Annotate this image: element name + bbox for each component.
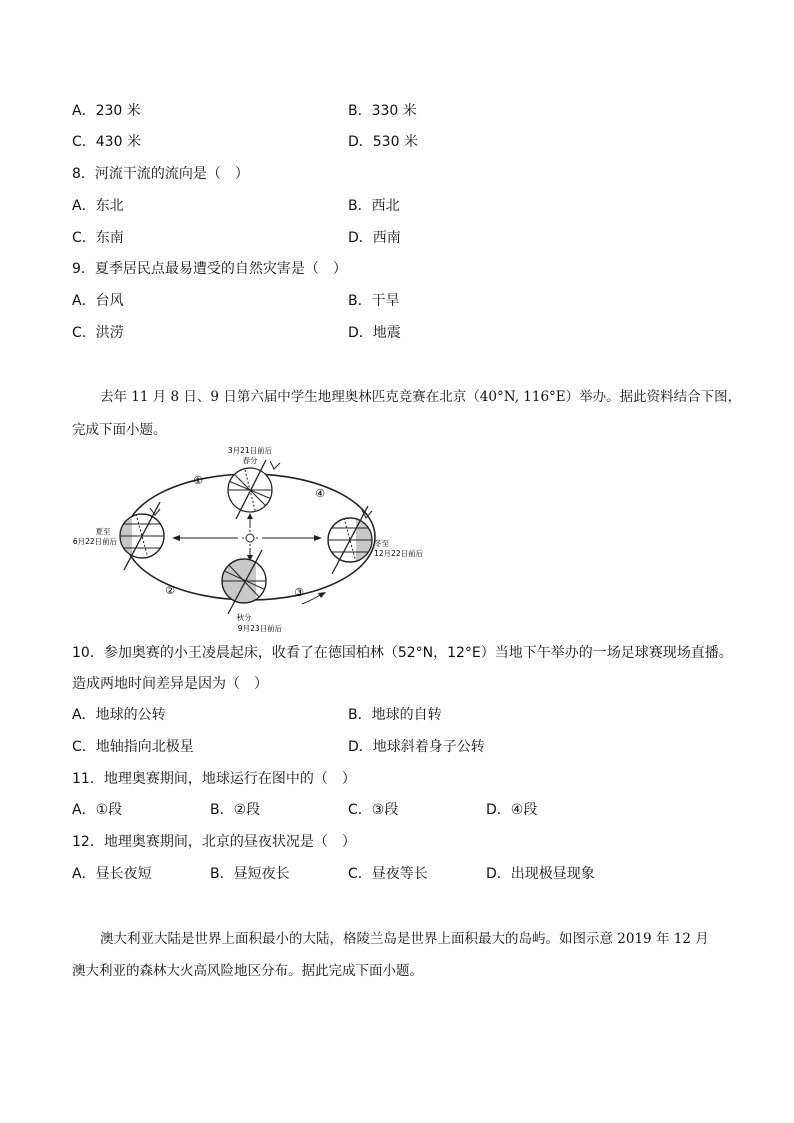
q7-option-d: D．530 米 (348, 134, 418, 150)
spring-date-label: 3月21日前后 (227, 446, 273, 455)
q7-option-b: B．330 米 (348, 103, 417, 119)
q8-option-b: B．西北 (348, 198, 400, 214)
q8-option-d: D．西南 (348, 230, 401, 246)
summer-name-label: 夏至 (95, 527, 111, 536)
winter-date-label: 12月22日前后 (374, 549, 424, 558)
q11-option-a: A．①段 (72, 802, 123, 818)
q9-option-c: C．洪涝 (72, 325, 124, 341)
orbit-direction-arrow (302, 594, 322, 604)
q12-option-c: C．昼夜等长 (348, 866, 428, 882)
segment-1-label: ① (193, 474, 203, 487)
q10-option-c: C．地轴指向北极星 (72, 739, 194, 755)
segment-3-label: ③ (294, 586, 304, 599)
q9-option-a: A．台风 (72, 293, 124, 309)
q9-option-d: D．地震 (348, 325, 401, 341)
q8-option-a: A．东北 (72, 198, 124, 214)
q11-stem: 11．地理奥赛期间，地球运行在图中的（ ） (72, 771, 356, 787)
winter-name-label: 冬至 (374, 539, 389, 548)
q11-option-d: D．④段 (486, 802, 538, 818)
q7-option-c: C．430 米 (72, 134, 141, 150)
q9-option-b: B．干旱 (348, 293, 400, 309)
passage2-line1: 澳大利亚大陆是世界上面积最小的大陆，格陵兰岛是世界上面积最大的岛屿。如图示意 2019 年 12 月 (100, 931, 709, 947)
q10-stem-line1: 10．参加奥赛的小王凌晨起床，收看了在德国柏林（52°N，12°E）当地下午举办的一场足球赛现场直播。 (72, 645, 733, 661)
summer-date-label: 6月22日前后 (72, 537, 118, 546)
segment-2-label: ② (165, 584, 175, 597)
spring-name-label: 春分 (242, 456, 258, 465)
q7-option-a: A．230 米 (72, 103, 141, 119)
sun-icon (242, 530, 258, 546)
earth-autumn-equinox (222, 550, 270, 614)
q10-option-d: D．地球斜着身子公转 (348, 739, 485, 755)
q11-option-c: C．③段 (348, 802, 399, 818)
q9-stem: 9．夏季居民点最易遭受的自然灾害是（ ） (72, 261, 347, 277)
segment-4-label: ④ (315, 487, 325, 500)
passage2-line2: 澳大利亚的森林大火高风险地区分布。据此完成下面小题。 (72, 963, 423, 979)
q12-option-b: B．昼短夜长 (210, 866, 290, 882)
autumn-name-label: 秋分 (236, 613, 252, 622)
q10-option-a: A．地球的公转 (72, 707, 166, 723)
passage1-line1: 去年 11 月 8 日、9 日第六届中学生地理奥林匹克竞赛在北京（40°N, 116°E）举办。据此资料结合下图， (100, 389, 742, 405)
q11-option-b: B．②段 (210, 802, 261, 818)
q8-stem: 8．河流干流的流向是（ ） (72, 166, 249, 182)
earth-spring-equinox (226, 460, 274, 519)
q10-option-b: B．地球的自转 (348, 707, 442, 723)
q12-option-a: A．昼长夜短 (72, 866, 152, 882)
passage1-line2: 完成下面小题。 (72, 422, 167, 438)
q10-stem-line2: 造成两地时间差异是因为（ ） (72, 676, 268, 692)
autumn-date-label: 9月23日前后 (237, 624, 283, 633)
q8-option-c: C．东南 (72, 230, 124, 246)
earth-orbit-diagram (60, 440, 440, 635)
q12-option-d: D．出现极昼现象 (486, 866, 595, 882)
q12-stem: 12．地理奥赛期间，北京的昼夜状况是（ ） (72, 834, 356, 850)
